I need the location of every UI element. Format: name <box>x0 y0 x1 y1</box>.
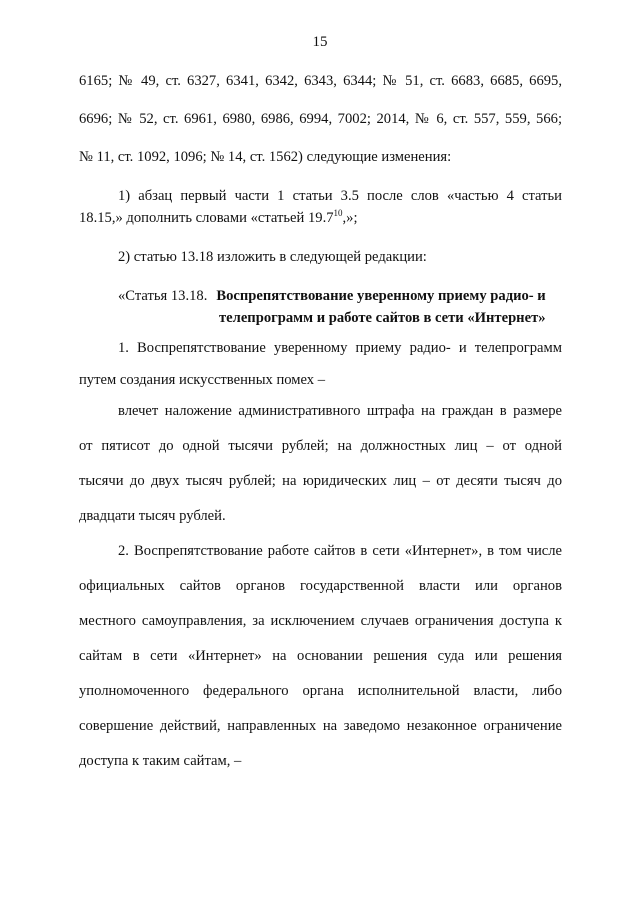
text-line-17: местного самоуправления, за исключением случаев ограничения доступа к <box>79 613 562 629</box>
text-line-15: 2. Воспрепятствование работе сайтов в сети «Интернет», в том числе <box>118 543 562 559</box>
text-line-6: 2) статью 13.18 изложить в следующей редакции: <box>118 249 427 265</box>
text-line-9: 1. Воспрепятствование уверенному приему радио- и телепрограмм <box>118 340 562 356</box>
text-line-10: путем создания искусственных помех – <box>79 372 326 388</box>
text-line-5-end: ,»; <box>342 210 358 226</box>
text-line-13: тысячи до двух тысяч рублей; на юридических лиц – от десяти тысяч до <box>79 473 562 489</box>
article-title-line-1: Воспрепятствование уверенному приему радио- и <box>216 288 546 304</box>
text-line-4: 1) абзац первый части 1 статьи 3.5 после слов «частью 4 статьи <box>118 188 562 204</box>
article-title-line-2: телепрограмм и работе сайтов в сети «Интернет» <box>219 310 546 326</box>
text-line-21: доступа к таким сайтам, – <box>79 753 242 769</box>
text-line-5-main: 18.15,» дополнить словами «статьей 19.7 <box>79 210 334 226</box>
text-line-11: влечет наложение административного штрафа на граждан в размере <box>118 403 562 419</box>
text-line-20: совершение действий, направленных на заведомо незаконное ограничение <box>79 718 562 734</box>
text-line-19: уполномоченного федерального органа исполнительной власти, либо <box>79 683 562 699</box>
article-heading <box>118 287 546 305</box>
text-line-2: 6696; № 52, ст. 6961, 6980, 6986, 6994, 7002; 2014, № 6, ст. 557, 559, 566; <box>79 111 562 127</box>
text-line-5 <box>79 209 358 227</box>
text-line-18: сайтам в сети «Интернет» на основании решения суда или решения <box>79 648 562 664</box>
page-number: 15 <box>312 34 328 50</box>
text-line-1: 6165; № 49, ст. 6327, 6341, 6342, 6343, 6344; № 51, ст. 6683, 6685, 6695, <box>79 73 562 89</box>
text-line-16: официальных сайтов органов государственной власти или органов <box>79 578 562 594</box>
superscript-10: 10 <box>333 208 343 218</box>
text-line-12: от пятисот до одной тысячи рублей; на должностных лиц – от одной <box>79 438 562 454</box>
text-line-14: двадцати тысяч рублей. <box>79 508 226 524</box>
text-line-3: № 11, ст. 1092, 1096; № 14, ст. 1562) следующие изменения: <box>79 149 452 165</box>
article-label: «Статья 13.18. <box>118 288 208 304</box>
